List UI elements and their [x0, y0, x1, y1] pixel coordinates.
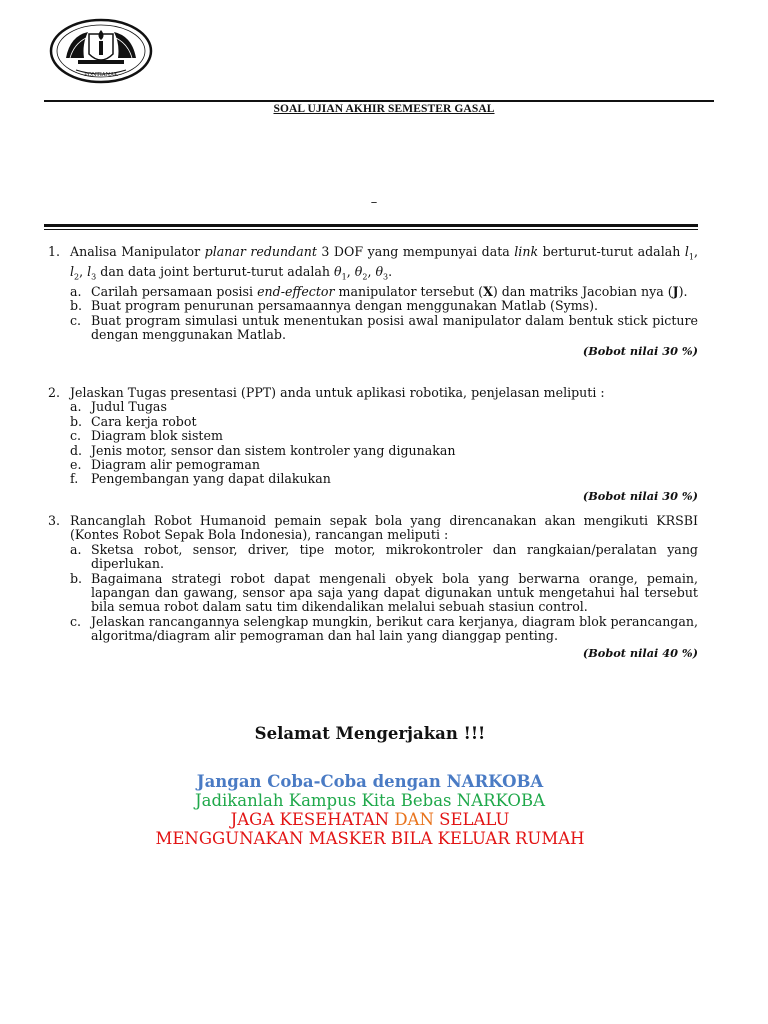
- list-item: d. Jenis motor, sensor dan sistem kontroler yang digunakan: [70, 442, 456, 458]
- closing-message: Selamat Mengerjakan !!!: [254, 724, 486, 743]
- list-item: a. Sketsa robot, sensor, driver, tipe motor, mikrokontroler dan rangkaian/peralatan yang diperlukan.: [70, 541, 698, 572]
- list-item: a. Carilah persamaan posisi end-effector manipulator tersebut (X) dan matriks Jacobian nya (J).: [70, 283, 688, 299]
- list-item: c. Jelaskan rancangannya selengkap mungkin, berikut cara kerjanya, diagram blok perancangan, algoritma/diagram alir pemograman dan hal lain yang dianggap penting.: [70, 613, 698, 644]
- list-item: c. Buat program simulasi untuk menentukan posisi awal manipulator dalam bentuk stick picture dengan menggunakan Matlab.: [70, 312, 698, 343]
- list-item: f. Pengembangan yang dapat dilakukan: [70, 471, 331, 487]
- separator-thin-rule: [44, 229, 698, 230]
- score-weight: (Bobot nilai 40 %): [582, 645, 698, 660]
- slogan-line-1: Jangan Coba-Coba dengan NARKOBA: [196, 772, 544, 791]
- slogan-line-4: MENGGUNAKAN MASKER BILA KELUAR RUMAH: [155, 829, 585, 848]
- header-rule: [44, 100, 714, 102]
- question-number: 1.: [48, 244, 61, 259]
- svg-text:PONTIANAK: PONTIANAK: [84, 72, 118, 78]
- question-number: 2.: [48, 385, 61, 400]
- question-3: [48, 514, 698, 660]
- list-item: c. Diagram blok sistem: [70, 428, 223, 444]
- question-number: 3.: [48, 513, 61, 528]
- question-1: [48, 245, 698, 359]
- slogan-line-3: JAGA KESEHATAN DAN SELALU: [230, 810, 510, 829]
- exam-title: SOAL UJIAN AKHIR SEMESTER GASAL: [273, 103, 495, 115]
- score-weight: (Bobot nilai 30 %): [582, 488, 698, 503]
- list-item: e. Diagram alir pemograman: [70, 457, 260, 473]
- score-weight: (Bobot nilai 30 %): [582, 344, 698, 359]
- question-text: Jelaskan Tugas presentasi (PPT) anda untuk aplikasi robotika, penjelasan meliputi :: [70, 385, 605, 400]
- separator-thick-rule: [44, 224, 698, 227]
- list-item: b. Cara kerja robot: [70, 413, 197, 429]
- subtitle-dash: –: [370, 195, 378, 210]
- slogan-line-2: Jadikanlah Kampus Kita Bebas NARKOBA: [195, 791, 545, 810]
- list-item: b. Buat program penurunan persamaannya dengan menggunakan Matlab (Syms).: [70, 298, 599, 314]
- university-logo: [48, 18, 154, 88]
- question-text: Analisa Manipulator planar redundant 3 DOF yang mempunyai data link berturut-turut adalah $l_1$, $l_2$, $l_3$ dan data joint berturut-turut adalah $\theta_1$, $\theta_2$, $\theta_3$.: [70, 244, 698, 282]
- list-item: b. Bagaimana strategi robot dapat mengenali obyek bola yang berwarna orange, pemain, lapangan dan gawang, sensor apa saja yang dapat digunakan untuk mengetahui hal tersebut bila semua robot dalam satu tim dikendalikan melalui sebuah stasiun control.: [70, 570, 698, 615]
- question-text: Rancanglah Robot Humanoid pemain sepak bola yang direncanakan akan mengikuti KRSBI (Kontes Robot Sepak Bola Indonesia), rancangan meliputi :: [70, 513, 698, 543]
- list-item: a. Judul Tugas: [70, 399, 167, 415]
- question-2: [48, 386, 698, 503]
